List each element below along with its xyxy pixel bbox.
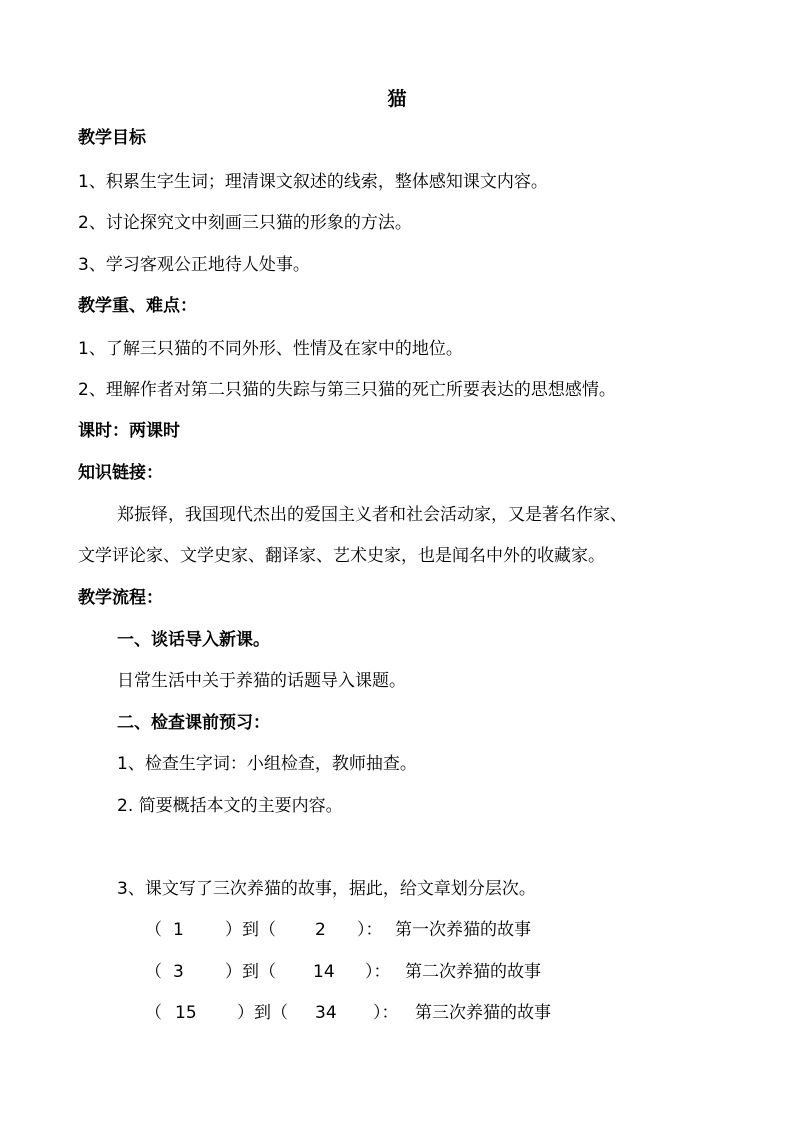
range-end: 14 — [313, 962, 335, 982]
range-close: ）： — [357, 920, 383, 940]
step3-text: 3、课文写了三次养猫的故事，据此，给文章划分层次。 — [117, 879, 536, 899]
step2-item: 2. 简要概括本文的主要内容。 — [117, 796, 343, 816]
knowledge-heading: 知识链接： — [78, 463, 163, 483]
objective-item: 1、积累生字生词；理清课文叙述的线索，整体感知课文内容。 — [78, 172, 548, 192]
range-close: ）： — [365, 962, 391, 982]
range-start: 15 — [175, 1003, 197, 1023]
range-to: ）到（ — [237, 1003, 288, 1023]
range-open-paren: （ — [145, 920, 162, 940]
step1-heading: 一、谈话导入新课。 — [117, 630, 270, 650]
key-point-item: 1、了解三只猫的不同外形、性情及在家中的地位。 — [78, 339, 463, 359]
range-start: 1 — [173, 920, 184, 940]
objective-item: 2、讨论探究文中刻画三只猫的形象的方法。 — [78, 213, 412, 233]
key-point-item: 2、理解作者对第二只猫的失踪与第三只猫的死亡所要表达的思想感情。 — [78, 380, 616, 400]
range-end: 34 — [315, 1003, 337, 1023]
range-end: 2 — [315, 920, 326, 940]
range-start: 3 — [173, 962, 184, 982]
step1-text: 日常生活中关于养猫的话题导入课题。 — [117, 671, 406, 691]
step2-heading: 二、检查课前预习： — [117, 713, 270, 733]
range-label: 第一次养猫的故事 — [395, 920, 531, 940]
key-points-heading: 教学重、难点： — [78, 296, 197, 316]
range-label: 第三次养猫的故事 — [415, 1003, 551, 1023]
page-title: 猫 — [387, 88, 407, 110]
range-open-paren: （ — [145, 1003, 162, 1023]
range-to: ）到（ — [225, 920, 276, 940]
objective-item: 3、学习客观公正地待人处事。 — [78, 255, 310, 275]
class-hours: 课时：两课时 — [78, 421, 180, 441]
range-label: 第二次养猫的故事 — [405, 962, 541, 982]
knowledge-paragraph-line: 郑振铎，我国现代杰出的爱国主义者和社会活动家，又是著名作家、 — [117, 505, 627, 525]
step2-item: 1、检查生字词：小组检查，教师抽查。 — [117, 754, 417, 774]
knowledge-paragraph-line: 文学评论家、文学史家、翻译家、艺术史家，也是闻名中外的收藏家。 — [78, 546, 605, 566]
range-open-paren: （ — [145, 962, 162, 982]
range-to: ）到（ — [225, 962, 276, 982]
process-heading: 教学流程： — [78, 588, 163, 608]
objectives-heading: 教学目标 — [78, 128, 146, 148]
range-close: ）： — [373, 1003, 399, 1023]
